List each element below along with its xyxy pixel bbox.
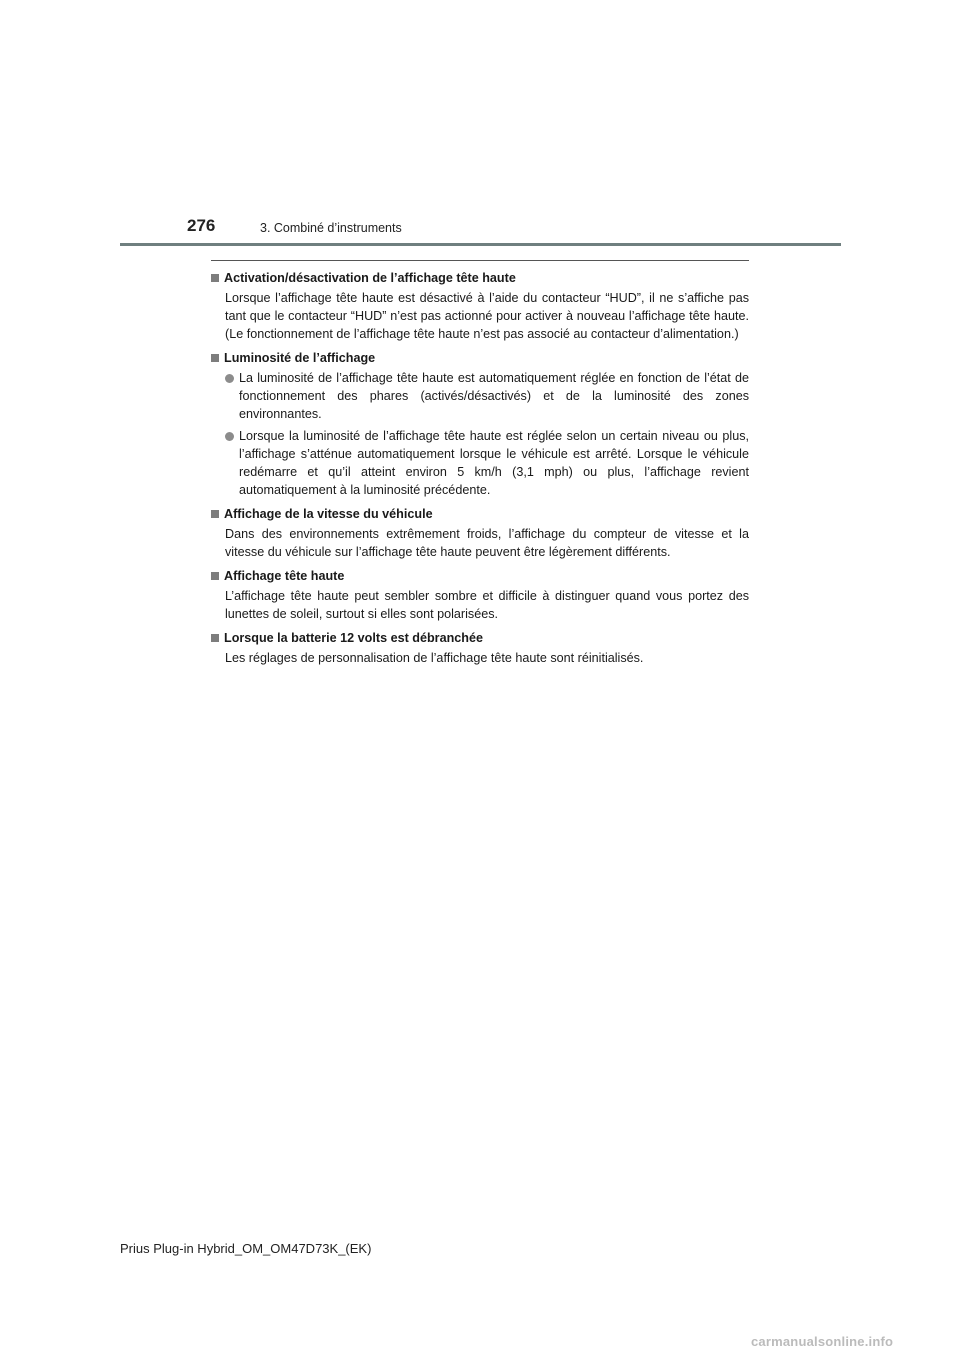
list-item-text: La luminosité de l’affichage tête haute est automatiquement réglée en fonction de l’état de fonctionnement des phares (activés/désactivés) et de la luminosité des zones environnantes.	[239, 371, 749, 421]
section-title: Lorsque la batterie 12 volts est débranchée	[224, 631, 483, 645]
section-affichage	[211, 567, 749, 623]
watermark[interactable]: carmanualsonline.info	[751, 1334, 894, 1349]
section-title: Affichage de la vitesse du véhicule	[224, 507, 433, 521]
header-divider	[120, 243, 841, 246]
section-title: Activation/désactivation de l’affichage tête haute	[224, 271, 516, 285]
footer-document-id: Prius Plug-in Hybrid_OM_OM47D73K_(EK)	[120, 1241, 372, 1256]
section-paragraph: Lorsque l’affichage tête haute est désactivé à l’aide du contacteur “HUD”, il ne s’affiche pas tant que le contacteur “HUD” n’est pas actionné pour activer à nouveau l’affichage tête haute. (Le fonctionnement de l’affichage tête haute n’est pas associé au contacteur d’alimentation.)	[225, 291, 749, 341]
page-number: 276	[187, 216, 216, 235]
list-item	[225, 427, 749, 499]
circle-bullet-icon	[225, 374, 234, 383]
section-luminosite	[211, 349, 749, 499]
section-paragraph: Les réglages de personnalisation de l’affichage tête haute sont réinitialisés.	[225, 651, 644, 665]
section-paragraph: Dans des environnements extrêmement froids, l’affichage du compteur de vitesse et la vitesse du véhicule sur l’affichage tête haute peuvent être légèrement différents.	[225, 527, 749, 559]
section-vitesse	[211, 505, 749, 561]
section-batterie	[211, 629, 749, 667]
circle-bullet-icon	[225, 432, 234, 441]
chapter-title: 3. Combiné d’instruments	[260, 221, 402, 235]
square-bullet-icon	[211, 274, 219, 282]
square-bullet-icon	[211, 634, 219, 642]
main-content	[211, 269, 749, 673]
square-bullet-icon	[211, 572, 219, 580]
section-title: Luminosité de l’affichage	[224, 351, 376, 365]
list-item-text: Lorsque la luminosité de l’affichage tête haute est réglée selon un certain niveau ou plus, l’affichage s’atténue automatiquement lorsque le véhicule est arrêté. Lorsque le véhicule redémarre et qu’il atteint environ 5 km/h (3,1 mph) ou plus, l’affichage revient automatiquement à la luminosité précédente.	[239, 429, 749, 497]
square-bullet-icon	[211, 510, 219, 518]
section-paragraph: L’affichage tête haute peut sembler sombre et difficile à distinguer quand vous portez des lunettes de soleil, surtout si elles sont polarisées.	[225, 589, 749, 621]
square-bullet-icon	[211, 354, 219, 362]
section-activation	[211, 269, 749, 343]
section-divider	[211, 260, 749, 261]
list-item	[225, 369, 749, 423]
section-title: Affichage tête haute	[224, 569, 345, 583]
